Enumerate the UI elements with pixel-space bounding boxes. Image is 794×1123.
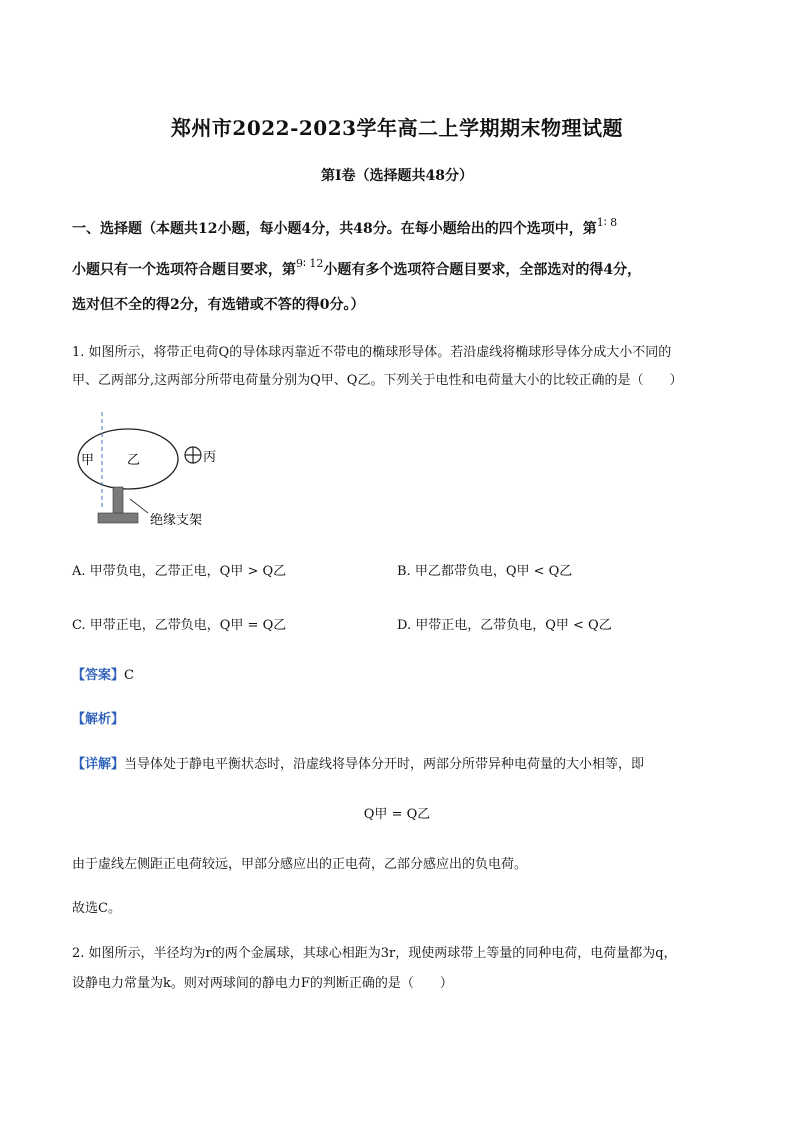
q1-figure bbox=[72, 409, 242, 534]
instructions-text-2: 小题只有一个选项符合题目要求，第 bbox=[72, 262, 296, 278]
detail-tag: 【详解】 bbox=[72, 757, 125, 772]
analysis-tag: 【解析】 bbox=[72, 712, 125, 727]
stand-pointer bbox=[130, 499, 148, 513]
q2-stem-line2: 设静电力常量为k。则对两球间的静电力F的判断正确的是（ ） bbox=[72, 976, 453, 991]
answer-value: C bbox=[124, 668, 134, 683]
label-yi: 乙 bbox=[127, 453, 141, 468]
question-range-2: 9∶ 12 bbox=[296, 257, 324, 270]
q1-stem-line1: 1. 如图所示，将带正电荷Q的导体球丙靠近不带电的椭球形导体。若沿虚线将椭球形导体分成大小不同的 bbox=[72, 345, 672, 360]
instructions-text-1: 一、选择题（本题共12小题，每小题4分，共48分。在每小题给出的四个选项中，第 bbox=[72, 221, 597, 237]
section-instructions-line1 bbox=[72, 218, 617, 238]
detail-text: 当导体处于静电平衡状态时，沿虚线将导体分开时，两部分所带异种电荷量的大小相等，即 bbox=[124, 757, 645, 772]
instructions-text-3: 小题有多个选项符合题目要求，全部选对的得4分， bbox=[323, 262, 642, 278]
q1-stem-line2: 甲、乙两部分,这两部分所带电荷量分别为Q甲、Q乙。下列关于电性和电荷量大小的比较正确的是（ ） bbox=[72, 373, 683, 388]
answer-tag: 【答案】 bbox=[72, 668, 125, 683]
label-stand: 绝缘支架 bbox=[150, 513, 203, 528]
section-instructions-line2 bbox=[72, 259, 641, 279]
stand-pole bbox=[113, 487, 123, 515]
label-bing: 丙 bbox=[203, 450, 217, 465]
q2-stem-line1: 2. 如图所示，半径均为r的两个金属球，其球心相距为3r，现使两球带上等量的同种电荷，电荷量都为q， bbox=[72, 946, 677, 961]
question-range-1: 1∶ 8 bbox=[596, 216, 618, 229]
q1-analysis-tag bbox=[72, 708, 124, 727]
q1-detail bbox=[72, 753, 644, 772]
q1-option-b: B. 甲乙都带负电，Q甲 < Q乙 bbox=[397, 564, 573, 579]
q1-answer bbox=[72, 664, 134, 683]
section-subtitle: 第Ⅰ卷（选择题共48分） bbox=[320, 168, 474, 184]
q1-equation: Q甲 = Q乙 bbox=[363, 807, 431, 822]
page-title: 郑州市2022-2023学年高二上学期期末物理试题 bbox=[170, 116, 624, 140]
q1-reason: 由于虚线左侧距正电荷较远，甲部分感应出的正电荷，乙部分感应出的负电荷。 bbox=[72, 857, 528, 872]
label-jia: 甲 bbox=[81, 453, 95, 468]
stand-base bbox=[98, 513, 138, 523]
q1-option-d: D. 甲带正电，乙带负电，Q甲 < Q乙 bbox=[397, 618, 612, 633]
q1-option-a: A. 甲带负电，乙带正电，Q甲 > Q乙 bbox=[72, 564, 287, 579]
section-instructions-line3: 选对但不全的得2分，有选错或不答的得0分。） bbox=[72, 297, 365, 313]
q1-option-c: C. 甲带正电，乙带负电，Q甲 = Q乙 bbox=[72, 618, 287, 633]
q1-conclusion: 故选C。 bbox=[72, 901, 121, 916]
